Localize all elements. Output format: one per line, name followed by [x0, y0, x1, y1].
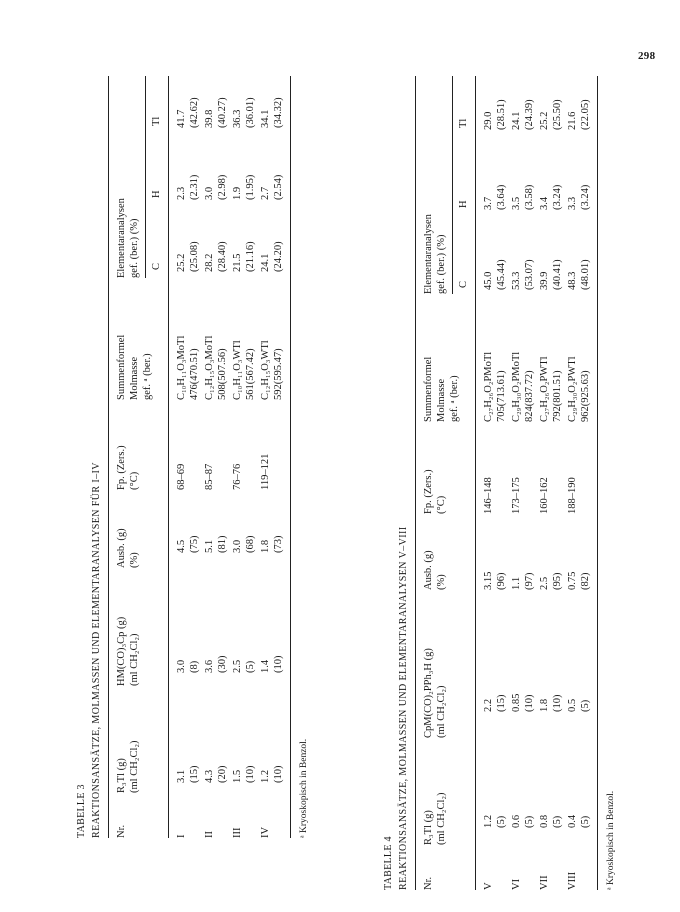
t4-header-C: C: [458, 280, 469, 288]
table-cell: 1.1: [511, 576, 522, 590]
table-cell: (5): [524, 815, 535, 828]
table-cell: (48.01): [580, 259, 591, 290]
table-cell: (10): [524, 694, 535, 712]
table-cell: 3.15: [483, 571, 494, 590]
t4-header-c2b: (ml CH₂Cl₂): [436, 685, 447, 738]
table-cell: (75): [189, 535, 200, 553]
t3-header-c1a: R₃Tl (g): [116, 758, 127, 793]
table-cell: (96): [496, 572, 507, 590]
table-cell: 29.0: [483, 111, 494, 130]
table-cell: 160–162: [539, 477, 550, 514]
table-cell: 792(801.51): [552, 370, 563, 422]
t3-header-c2a: HM(CO)₃Cp (g): [116, 616, 127, 686]
t3-header-c4b: (°C): [129, 471, 140, 490]
t3-header-c5a: Summenformel: [116, 334, 127, 400]
table-cell: 45.0: [483, 271, 494, 290]
table-cell: (40.27): [217, 97, 228, 128]
table-cell: 76–76: [232, 463, 243, 490]
t3-header-c4a: Fp. (Zers.): [116, 445, 127, 490]
t3-header-c1b: (ml CH₂Cl₂): [129, 740, 140, 793]
table-cell: 962(925.63): [580, 370, 591, 422]
table-cell: 1.8: [260, 539, 271, 553]
table-cell: 2.3: [176, 186, 187, 200]
t3-header-c6b: gef. (ber.) (%): [129, 218, 140, 278]
table-cell: (15): [496, 694, 507, 712]
table-cell: (2.54): [273, 174, 284, 200]
table-3-top-rule: [108, 76, 109, 838]
t3-bottom-rule: [290, 76, 291, 838]
table-cell: 2.7: [260, 186, 271, 200]
table-4-top-rule: [415, 76, 416, 890]
t4-header-c1a: R₃Tl (g): [423, 810, 434, 845]
table-cell: (1.95): [245, 174, 256, 200]
t3-header-H: H: [151, 190, 162, 198]
table-cell: (68): [245, 535, 256, 553]
table-cell: 3.7: [483, 196, 494, 210]
table-cell: 1.4: [260, 659, 271, 673]
t4-header-c2a: CpM(CO)₂PPh₃H (g): [423, 648, 434, 738]
table-cell: 53.3: [511, 271, 522, 290]
table-cell: 4.5: [176, 539, 187, 553]
table-cell: (15): [189, 765, 200, 783]
table-cell: 3.4: [539, 196, 550, 210]
table-cell: C₁₂H₁₅O₃MoTl: [204, 335, 215, 400]
table-cell: 68–69: [176, 463, 187, 490]
table-cell: 561(567.42): [245, 348, 256, 400]
table-cell: 146–148: [483, 477, 494, 514]
table-cell: C₂₇H₂₆O₂PWTl: [539, 356, 550, 422]
table-cell: C₁₂H₁₅O₃WTl: [260, 340, 271, 400]
table-cell: 119–121: [260, 453, 271, 490]
table-cell: (8): [189, 660, 200, 673]
table-cell: 1.9: [232, 186, 243, 200]
table-cell: (3.58): [524, 184, 535, 210]
t3-header-Tl: Tl: [151, 116, 162, 126]
t4-footnote: ᵃ Kryoskopisch in Benzol.: [606, 790, 616, 890]
table-cell: 41.7: [176, 109, 187, 128]
table-cell: 24.1: [511, 111, 522, 130]
table-cell: 5.1: [204, 539, 215, 553]
table-cell: (82): [580, 572, 591, 590]
t3-header-c3a: Ausb. (g): [116, 528, 127, 568]
t3-header-c3b: (%): [129, 552, 140, 568]
table-cell: (10): [273, 765, 284, 783]
t3-header-c5c: gef. ᵃ (ber.): [142, 353, 153, 400]
table-cell: 2.5: [232, 659, 243, 673]
table-cell: 1.2: [483, 814, 494, 828]
table-cell: 173–175: [511, 477, 522, 514]
table-cell: 36.3: [232, 109, 243, 128]
table-cell: C₁₀H₁₁O₃WTl: [232, 340, 243, 400]
table-cell: (5): [552, 815, 563, 828]
table-cell: (24.20): [273, 241, 284, 272]
t4-header-c4b: (°C): [436, 495, 447, 514]
table-cell: 3.5: [511, 196, 522, 210]
t4-header-nr: Nr.: [423, 876, 434, 890]
table-cell: I: [176, 834, 187, 838]
table-cell: (24.39): [524, 99, 535, 130]
t3-header-c6a: Elementaranalysen: [116, 198, 127, 278]
table-cell: (10): [273, 655, 284, 673]
table-cell: (5): [245, 660, 256, 673]
table-cell: 3.0: [176, 659, 187, 673]
table-cell: (25.50): [552, 99, 563, 130]
table-cell: 0.75: [567, 571, 578, 590]
table-cell: (3.64): [496, 184, 507, 210]
table-cell: V: [483, 882, 494, 890]
table-cell: (45.44): [496, 259, 507, 290]
table-cell: 25.2: [539, 111, 550, 130]
table-cell: (5): [580, 815, 591, 828]
t3-header-c5b: Molmasse: [129, 356, 140, 400]
table-cell: 1.2: [260, 769, 271, 783]
table-3-caption: REAKTIONSANSÄTZE, MOLMASSEN UND ELEMENTARANALYSEN FÜR I–IV: [91, 462, 102, 838]
table-cell: (21.16): [245, 241, 256, 272]
table-cell: 3.1: [176, 769, 187, 783]
table-cell: (42.62): [189, 97, 200, 128]
t4-header-c4a: Fp. (Zers.): [423, 469, 434, 514]
table-cell: (53.07): [524, 259, 535, 290]
table-cell: (22.05): [580, 99, 591, 130]
table-cell: 3.0: [204, 186, 215, 200]
table-cell: 34.1: [260, 109, 271, 128]
table-cell: (20): [217, 765, 228, 783]
table-4-label: TABELLE 4: [383, 836, 394, 890]
table-cell: 4.3: [204, 769, 215, 783]
t4-header-c6a: Elementaranalysen: [423, 214, 434, 294]
table-cell: (28.51): [496, 99, 507, 130]
t3-header-c2b: (ml CH₂Cl₂): [129, 633, 140, 686]
table-cell: 48.3: [567, 271, 578, 290]
t4-header-c6b: gef. (ber.) (%): [436, 234, 447, 294]
table-cell: (2.31): [189, 174, 200, 200]
table-cell: 476(470.51): [189, 348, 200, 400]
table-cell: C₂₇H₂₆O₂PMoTl: [483, 351, 494, 422]
table-cell: 592(595.47): [273, 348, 284, 400]
t4-header-c1b: (ml CH₂Cl₂): [436, 792, 447, 845]
table-cell: (30): [217, 655, 228, 673]
table-cell: 25.2: [176, 253, 187, 272]
table-cell: C₁₀H₁₁O₃MoTl: [176, 335, 187, 400]
t4-elem-rule: [452, 76, 453, 294]
table-cell: 24.1: [260, 253, 271, 272]
table-cell: 508(507.56): [217, 348, 228, 400]
table-cell: 705(713.61): [496, 370, 507, 422]
t4-header-c5c: gef. ᵃ (ber.): [449, 375, 460, 422]
table-cell: 1.5: [232, 769, 243, 783]
t3-elem-rule: [145, 76, 146, 278]
table-cell: C₂₉H₃₀O₂PMoTl: [511, 351, 522, 422]
table-cell: (5): [580, 699, 591, 712]
table-cell: 39.8: [204, 109, 215, 128]
table-cell: (81): [217, 535, 228, 553]
t4-header-c5b: Molmasse: [436, 378, 447, 422]
table-cell: 21.5: [232, 253, 243, 272]
page-number: 298: [638, 50, 656, 62]
table-4: [383, 50, 680, 890]
table-4-caption: REAKTIONSANSÄTZE, MOLMASSEN UND ELEMENTARANALYSEN V–VIII: [398, 526, 409, 890]
t4-header-H: H: [458, 200, 469, 208]
table-cell: (3.24): [580, 184, 591, 210]
table-cell: 2.5: [539, 576, 550, 590]
table-3: [76, 0, 336, 838]
table-cell: (5): [496, 815, 507, 828]
table-cell: VI: [511, 878, 522, 890]
table-cell: 0.5: [567, 698, 578, 712]
table-cell: (10): [245, 765, 256, 783]
table-cell: 3.6: [204, 659, 215, 673]
table-cell: II: [204, 831, 215, 838]
table-cell: 28.2: [204, 253, 215, 272]
table-cell: VII: [539, 875, 550, 890]
table-cell: 0.4: [567, 814, 578, 828]
table-cell: (97): [524, 572, 535, 590]
table-cell: 188–190: [567, 477, 578, 514]
t3-header-rule: [168, 76, 169, 838]
table-cell: 3.0: [232, 539, 243, 553]
t4-header-rule: [475, 76, 476, 890]
table-cell: 1.8: [539, 698, 550, 712]
table-cell: (73): [273, 535, 284, 553]
table-cell: (34.32): [273, 97, 284, 128]
table-cell: 824(837.72): [524, 370, 535, 422]
table-cell: (3.24): [552, 184, 563, 210]
table-cell: (40.41): [552, 259, 563, 290]
table-cell: (36.01): [245, 97, 256, 128]
table-cell: 0.8: [539, 814, 550, 828]
t4-header-c3a: Ausb. (g): [423, 550, 434, 590]
table-cell: VIII: [567, 871, 578, 890]
table-cell: (25.08): [189, 241, 200, 272]
table-cell: (2.98): [217, 174, 228, 200]
table-cell: (95): [552, 572, 563, 590]
table-cell: 21.6: [567, 111, 578, 130]
t3-footnote: ᵃ Kryoskopisch in Benzol.: [299, 738, 309, 838]
t3-header-C: C: [151, 262, 162, 270]
table-cell: IV: [260, 826, 271, 838]
t4-header-c5a: Summenformel: [423, 356, 434, 422]
t4-header-Tl: Tl: [458, 118, 469, 128]
table-cell: (28.40): [217, 241, 228, 272]
table-cell: 0.85: [511, 693, 522, 712]
t4-bottom-rule: [597, 76, 598, 890]
table-cell: 3.3: [567, 196, 578, 210]
table-cell: 2.2: [483, 698, 494, 712]
table-cell: III: [232, 827, 243, 838]
table-cell: 85–87: [204, 463, 215, 490]
t4-header-c3b: (%): [436, 574, 447, 590]
table-cell: C₂₉H₃₀O₂PWTl: [567, 356, 578, 422]
table-cell: 39.9: [539, 271, 550, 290]
table-cell: (10): [552, 694, 563, 712]
table-cell: 0.6: [511, 814, 522, 828]
table-3-label: TABELLE 3: [76, 784, 87, 838]
t3-header-nr: Nr.: [116, 824, 127, 838]
